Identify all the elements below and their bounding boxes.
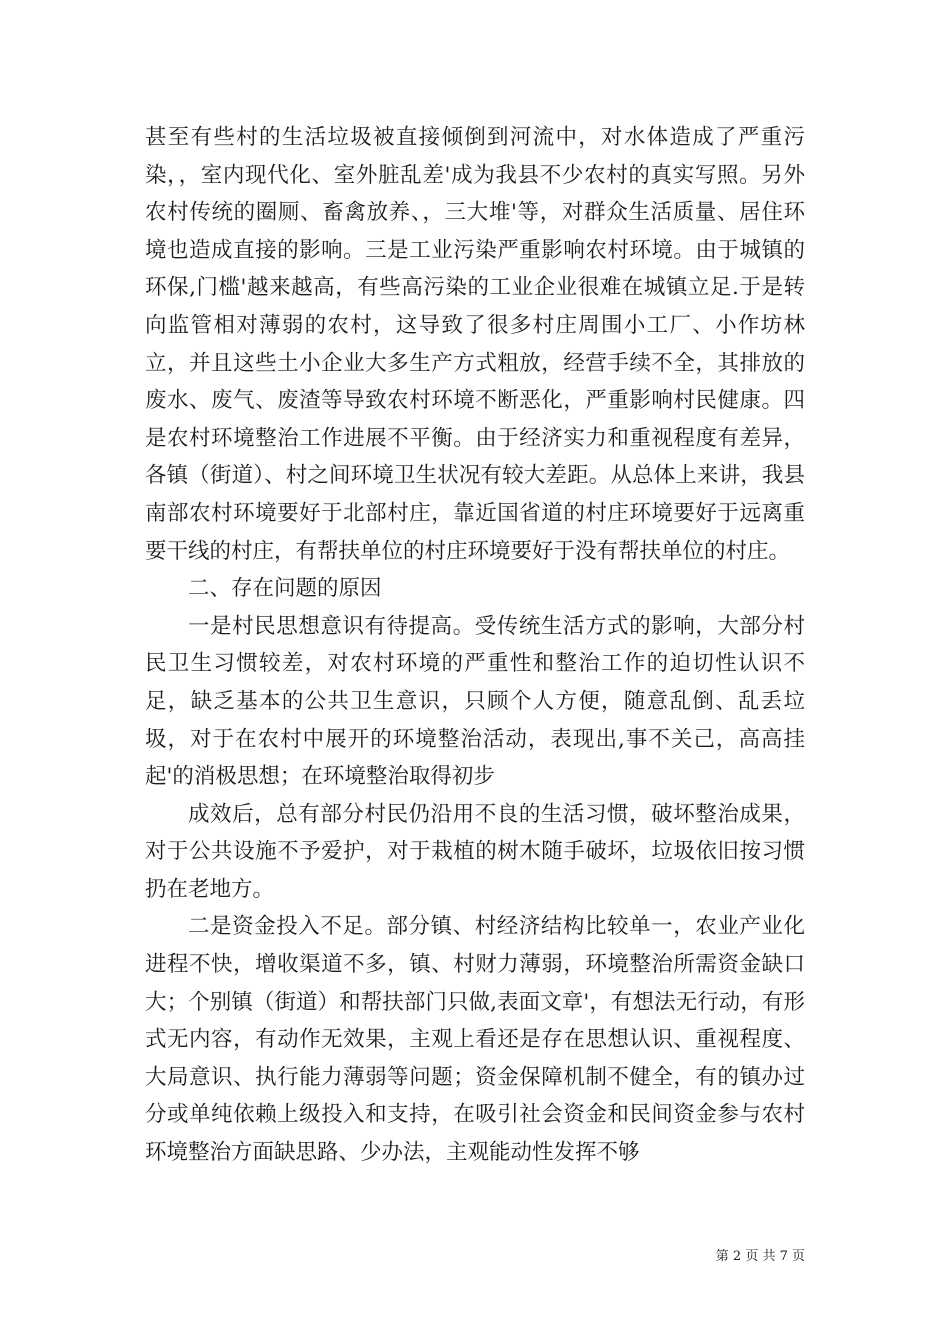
paragraph-3: 一是村民思想意识有待提高。受传统生活方式的影响，大部分村民卫生习惯较差，对农村环境的严重性和整治工作的迫切性认识不足，缺乏基本的公共卫生意识，只顾个人方便，随意乱倒、乱丢垃圾，对于在农村中展开的环境整治活动，表现出,事不关己，高高挂起'的消极思想；在环境整治取得初步 [145,613,805,790]
paragraph-4: 成效后，总有部分村民仍沿用不良的生活习惯，破坏整治成果，对于公共设施不予爱护，对于栽植的树木随手破坏，垃圾依旧按习惯扔在老地方。 [145,801,805,902]
paragraph-1: 甚至有些村的生活垃圾被直接倾倒到河流中，对水体造成了严重污染，，室内现代化、室外脏乱差'成为我县不少农村的真实写照。另外农村传统的圈厕、畜禽放养、，三大堆'等，对群众生活质量、居住环境也造成直接的影响。三是工业污染严重影响农村环境。由于城镇的环保,门槛'越来越高，有些高污染的工业企业很难在城镇立足.于是转向监管相对薄弱的农村，这导致了很多村庄周围小工厂、小作坊林立，并且这些土小企业大多生产方式粗放，经营手续不全，其排放的废水、废气、废渣等导致农村环境不断恶化，严重影响村民健康。四是农村环境整治工作进展不平衡。由于经济实力和重视程度有差异，各镇（街道）、村之间环境卫生状况有较大差距。从总体上来讲，我县南部农村环境要好于北部村庄，靠近国省道的村庄环境要好于远离重要干线的村庄，有帮扶单位的村庄环境要好于没有帮扶单位的村庄。 [145,125,805,564]
page-number-footer: 第 2 页 共 7 页 [715,1249,805,1264]
document-body [145,119,805,1172]
section-heading-causes: 二、存在问题的原因 [188,576,382,602]
paragraph-5: 二是资金投入不足。部分镇、村经济结构比较单一，农业产业化进程不快，增收渠道不多，镇、村财力薄弱，环境整治所需资金缺口大；个别镇（街道）和帮扶部门只做,表面文章'，有想法无行动，有形式无内容，有动作无效果，主观上看还是存在思想认识、重视程度、大局意识、执行能力薄弱等问题；资金保障机制不健全，有的镇办过分或单纯依赖上级投入和支持，在吸引社会资金和民间资金参与农村环境整治方面缺思路、少办法，主观能动性发挥不够 [145,914,805,1166]
